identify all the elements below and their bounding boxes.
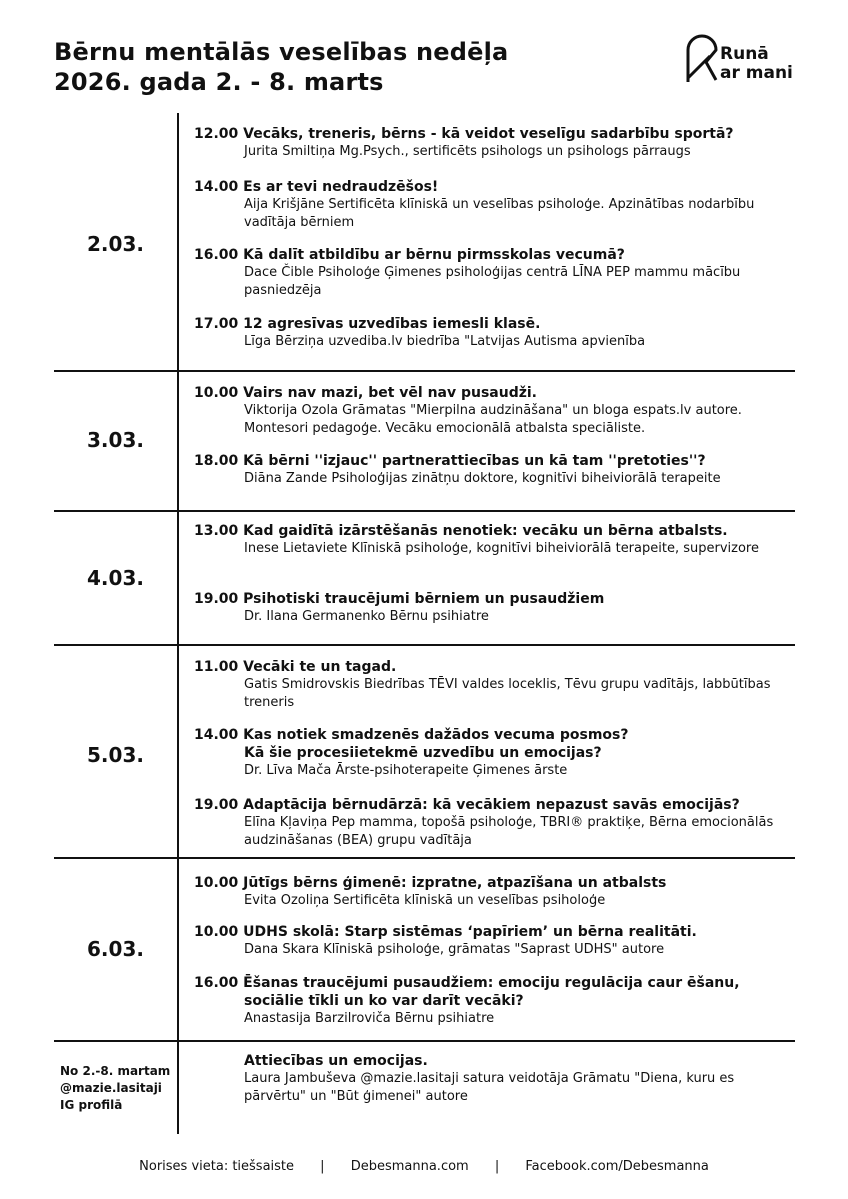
row-divider xyxy=(54,510,795,512)
title-line-1: Bērnu mentālās veselības nedēļa xyxy=(54,38,509,66)
event xyxy=(194,726,794,780)
title-line-2: 2026. gada 2. - 8. marts xyxy=(54,68,384,96)
event-title xyxy=(194,726,794,762)
event-time: 10.00 xyxy=(194,385,239,401)
event xyxy=(194,874,794,910)
event-title-text: Jūtīgs bērns ģimenē: izpratne, atpazīšana un atbalsts xyxy=(243,875,667,891)
row-divider xyxy=(54,644,795,646)
event-time: 17.00 xyxy=(194,316,239,332)
event xyxy=(194,452,794,488)
event-title-line-2: sociālie tīkli un ko var darīt vecāki? xyxy=(244,993,524,1009)
date-label: 2.03. xyxy=(87,232,144,256)
event-title-text: Psihotiski traucējumi bērniem un pusaudžiem xyxy=(243,591,605,607)
event-speaker: Anastasija Barzilroviča Bērnu psihiatre xyxy=(244,1011,495,1026)
event-time: 10.00 xyxy=(194,924,239,940)
event-speaker: Viktorija Ozola Grāmatas "Mierpilna audzināšana" un bloga espats.lv autore. Montesori pedagoģe. Vecāku emocionālā atbalsta speciāliste. xyxy=(244,403,742,436)
event-title xyxy=(194,452,794,470)
event-speaker: Dr. Līva Mača Ārste-psihoterapeite Ģimenes ārste xyxy=(244,763,568,778)
event-title xyxy=(194,384,794,402)
footer-separator: | xyxy=(320,1159,325,1174)
event-title-text: 12 agresīvas uzvedības iemesli klasē. xyxy=(243,316,541,332)
runa-ar-mani-logo xyxy=(684,32,804,88)
event-title-line-2: Kā šie procesiietekmē uzvedību un emocijas? xyxy=(244,745,602,761)
event-speaker: Dace Čible Psiholoģe Ģimenes psiholoģijas centrā LĪNA PEP mammu mācību pasniedzēja xyxy=(244,265,741,298)
footer-website-link[interactable]: Debesmanna.com xyxy=(350,1159,469,1174)
event-speaker: Aija Krišjāne Sertificēta klīniskā un veselības psiholoģe. Apzinātības nodarbību vadītāja bērniem xyxy=(244,197,755,230)
event-title xyxy=(194,974,794,1010)
event-speaker: Dana Skara Klīniskā psiholoģe, grāmatas "Saprast UDHS" autore xyxy=(244,942,665,957)
footer xyxy=(0,1158,848,1176)
event-time: 19.00 xyxy=(194,797,239,813)
special-event-speaker: Laura Jambuševa @mazie.lasitaji satura veidotāja Grāmatu "Diena, kuru es pārvērtu" un "Būt ģimenei" autore xyxy=(244,1071,735,1104)
row-divider xyxy=(54,1040,795,1042)
event-title xyxy=(194,522,794,540)
footer-venue: Norises vieta: tiešsaiste xyxy=(139,1159,295,1174)
page-title xyxy=(54,37,508,97)
event xyxy=(194,125,794,161)
date-label: 3.03. xyxy=(87,428,144,452)
note-line-2: @mazie.lasitaji xyxy=(60,1081,162,1095)
event-time: 19.00 xyxy=(194,591,239,607)
column-divider xyxy=(177,113,179,1134)
event-speaker: Evita Ozoliņa Sertificēta klīniskā un veselības psiholoģe xyxy=(244,893,606,908)
event xyxy=(194,590,794,626)
event-time: 13.00 xyxy=(194,523,239,539)
event-time: 14.00 xyxy=(194,179,239,195)
event-title-text: Ēšanas traucējumi pusaudžiem: emociju regulācija caur ēšanu, xyxy=(243,975,740,991)
date-label: 5.03. xyxy=(87,743,144,767)
special-event xyxy=(194,1052,794,1106)
event-title xyxy=(194,590,794,608)
event-speaker: Elīna Kļaviņa Pep mamma, topošā psiholoģe, TBRI® praktiķe, Bērna emocionālās audzināšanas (BEA) grupu vadītāja xyxy=(244,815,774,848)
event xyxy=(194,384,794,438)
event-time: 18.00 xyxy=(194,453,239,469)
event-speaker: Inese Lietaviete Klīniskā psiholoģe, kognitīvi biheiviorālā terapeite, supervizore xyxy=(244,541,759,556)
event-title-text: Kas notiek smadzenēs dažādos vecuma posmos? xyxy=(243,727,629,743)
event-title xyxy=(194,796,794,814)
event-title-text: Vecāki te un tagad. xyxy=(243,659,397,675)
logo-text-line-1: Runā xyxy=(720,44,769,64)
event-title-text: UDHS skolā: Starp sistēmas ‘papīriem’ un bērna realitāti. xyxy=(243,924,697,940)
event-speaker: Līga Bērziņa uzvediba.lv biedrība "Latvijas Autisma apvienība xyxy=(244,334,646,349)
note-line-1: No 2.-8. martam xyxy=(60,1064,171,1078)
event-title xyxy=(194,874,794,892)
footer-facebook-link[interactable]: Facebook.com/Debesmanna xyxy=(525,1159,709,1174)
date-label: 6.03. xyxy=(87,937,144,961)
event-title-text: Kā dalīt atbildību ar bērnu pirmsskolas vecumā? xyxy=(243,247,625,263)
event-time: 16.00 xyxy=(194,975,239,991)
event-title-text: Kad gaidītā izārstēšanās nenotiek: vecāku un bērna atbalsts. xyxy=(243,523,728,539)
event-time: 11.00 xyxy=(194,659,239,675)
event-title-text: Adaptācija bērnudārzā: kā vecākiem nepazust savās emocijās? xyxy=(243,797,740,813)
instagram-note xyxy=(60,1063,175,1114)
event-title-text: Es ar tevi nedraudzēšos! xyxy=(243,179,439,195)
event-title xyxy=(194,658,794,676)
event-time: 16.00 xyxy=(194,247,239,263)
special-event-title: Attiecības un emocijas. xyxy=(244,1053,428,1069)
event xyxy=(194,522,794,558)
event-time: 14.00 xyxy=(194,727,239,743)
footer-separator: | xyxy=(494,1159,500,1174)
event xyxy=(194,796,794,850)
event-title xyxy=(194,246,794,264)
event-title xyxy=(194,125,794,143)
row-divider xyxy=(54,857,795,859)
logo-mark-icon xyxy=(684,32,720,84)
event-title-text: Vecāks, treneris, bērns - kā veidot veselīgu sadarbību sportā? xyxy=(243,126,734,142)
event-title xyxy=(194,178,794,196)
event-time: 12.00 xyxy=(194,126,239,142)
event-speaker: Diāna Zande Psiholoģijas zinātņu doktore, kognitīvi biheiviorālā terapeite xyxy=(244,471,721,486)
event xyxy=(194,246,794,300)
logo-text-line-2: ar mani xyxy=(720,63,793,83)
event xyxy=(194,178,794,232)
row-divider xyxy=(54,370,795,372)
event-speaker: Dr. Ilana Germanenko Bērnu psihiatre xyxy=(244,609,489,624)
event xyxy=(194,315,794,351)
event-title xyxy=(194,315,794,333)
note-line-3: IG profilā xyxy=(60,1098,123,1112)
event xyxy=(194,974,794,1028)
event-speaker: Gatis Smidrovskis Biedrības TĒVI valdes loceklis, Tēvu grupu vadītājs, labbūtības treneris xyxy=(244,677,771,710)
event-time: 10.00 xyxy=(194,875,239,891)
event-title xyxy=(194,923,794,941)
event xyxy=(194,923,794,959)
event-title-text: Vairs nav mazi, bet vēl nav pusaudži. xyxy=(243,385,538,401)
date-label: 4.03. xyxy=(87,566,144,590)
event-speaker: Jurita Smiltiņa Mg.Psych., sertificēts psihologs un psihologs pārraugs xyxy=(244,144,691,159)
event-title-text: Kā bērni ''izjauc'' partnerattiecības un kā tam ''pretoties''? xyxy=(243,453,706,469)
event xyxy=(194,658,794,712)
